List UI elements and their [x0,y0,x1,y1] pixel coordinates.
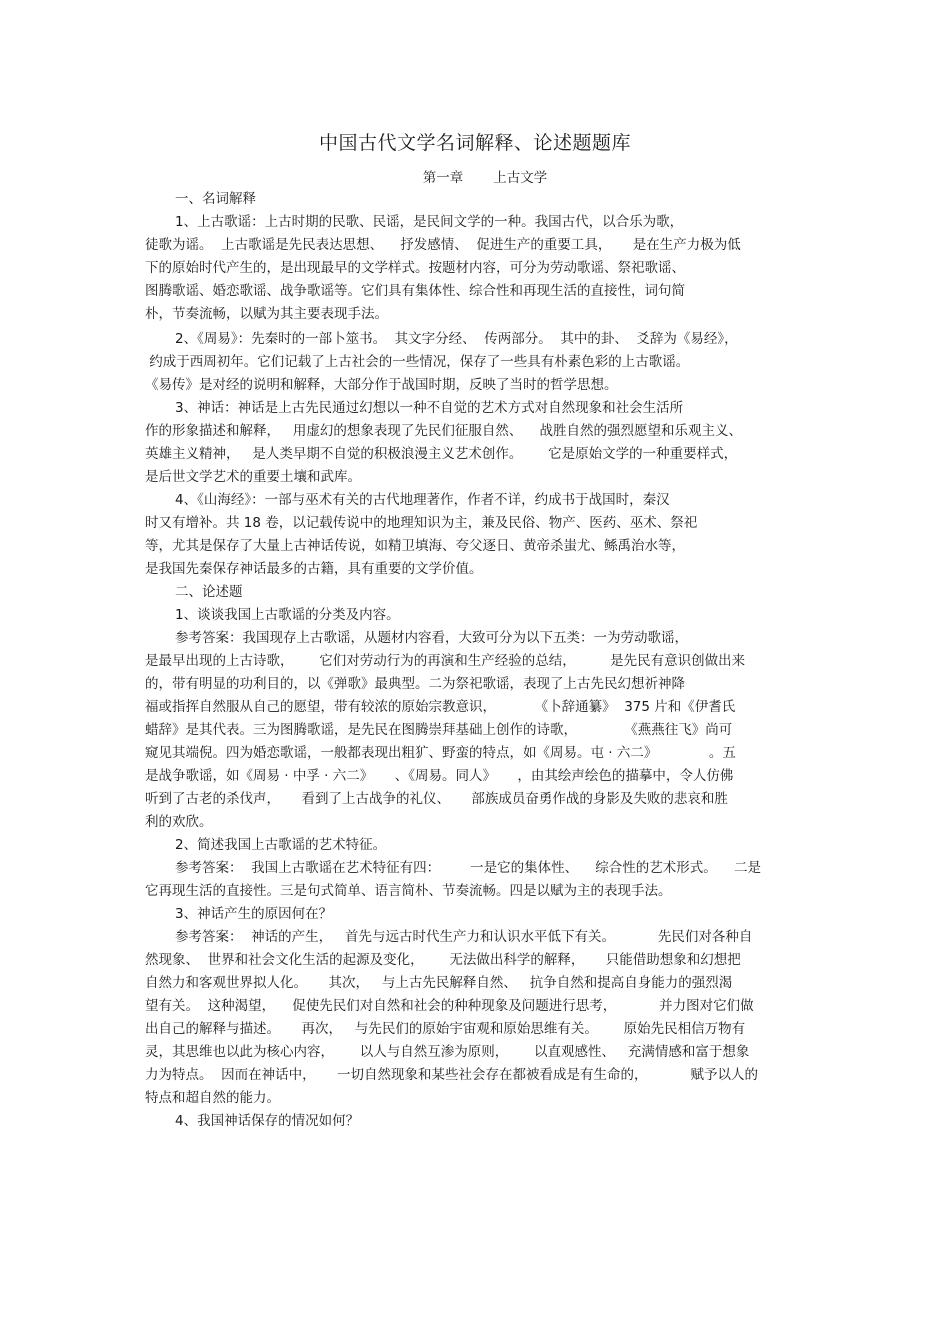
paragraph-line: 是后世文学艺术的重要土壤和武库。 [145,469,361,485]
paragraph-line: 力为特点。 因而在神话中， 一切自然现象和某些社会存在都被看成是有生命的， 赋予以人的 [145,1067,758,1083]
paragraph-line: 出自己的解释与描述。 再次， 与先民们的原始宇宙观和原始思维有关。 原始先民相信万物有 [145,1021,746,1037]
question-line: 1、谈谈我国上古歌谣的分类及内容。 [175,607,400,623]
paragraph-line: 的，带有明显的功利目的，以《弹歌》最典型。二为祭祀歌谣，表现了上古先民幻想祈神降 [145,676,685,692]
paragraph-line: 约成于西周初年。它们记载了上古社会的一些情况，保存了一些具有朴素色彩的上古歌谣。 [145,354,690,370]
question-line: 4、我国神话保存的情况如何？ [175,1113,360,1129]
paragraph-line: 徒歌为谣。 上古歌谣是先民表达思想、 抒发感情、 促进生产的重要工具， 是在生产力极为低 [145,237,741,253]
paragraph-line: 作的形象描述和解释， 用虚幻的想象表现了先民们征服自然、 战胜自然的强烈愿望和乐观主义、 [145,423,743,439]
section-heading-terms: 一、名词解释 [175,191,256,207]
paragraph-line: 然现象、 世界和社会文化生活的起源及变化， 无法做出科学的解释， 只能借助想象和幻想把 [145,952,741,968]
paragraph-line: 蜡辞》是其代表。三为图腾歌谣，是先民在图腾崇拜基础上创作的诗歌， 《燕燕往飞》尚可 [145,722,733,738]
paragraph-line: 是我国先秦保存神话最多的古籍，具有重要的文学价值。 [145,561,483,577]
paragraph-line: 是战争歌谣，如《周易 · 中孚 · 六二》 、《周易。同人》 ，由其绘声绘色的描摹中，令人仿佛 [145,768,734,784]
paragraph-line: 灵，其思维也以此为核心内容， 以人与自然互渗为原则， 以直观感性、 充满情感和富于想象 [145,1044,750,1060]
paragraph-line: 利的欢欣。 [145,814,213,830]
paragraph-line: 英雄主义精神， 是人类早期不自觉的积极浪漫主义艺术创作。 它是原始文学的一种重要样式， [145,446,738,462]
paragraph-line: 3、神话：神话是上古先民通过幻想以一种不自觉的艺术方式对自然现象和社会生活所 [175,400,684,416]
paragraph-line: 听到了古老的杀伐声， 看到了上古战争的礼仪、 部族成员奋勇作战的身影及失败的悲哀和胜 [145,791,728,807]
paragraph-line: 参考答案：我国现存上古歌谣，从题材内容看，大致可分为以下五类：一为劳动歌谣， [175,630,688,646]
paragraph-line: 参考答案： 我国上古歌谣在艺术特征有四： 一是它的集体性、 综合性的艺术形式。 二是 [175,860,761,876]
chapter-name: 上古文学 [493,170,548,186]
chapter-heading [0,166,950,186]
paragraph-line: 1、上古歌谣：上古时期的民歌、民谣，是民间文学的一种。我国古代，以合乐为歌， [175,214,684,230]
paragraph-line: 下的原始时代产生的，是出现最早的文学样式。按题材内容，可分为劳动歌谣、祭祀歌谣、 [145,260,685,276]
question-line: 3、神话产生的原因何在？ [175,906,333,922]
paragraph-line: 福或指挥自然服从自己的愿望，带有较浓的原始宗教意识， 《卜辞通纂》 375 片和《伊耆氏 [145,699,736,715]
section-heading-essays: 二、论述题 [175,584,243,600]
paragraph-line: 窥见其端倪。四为婚恋歌谣，一般都表现出粗犷、野蛮的特点，如《周易。屯 · 六二》 。五 [145,745,736,761]
document-title: 中国古代文学名词解释、论述题题库 [318,132,631,154]
paragraph-line: 是最早出现的上古诗歌， 它们对劳动行为的再演和生产经验的总结， 是先民有意识创做出来 [145,653,746,669]
paragraph-line: 等，尤其是保存了大量上古神话传说，如精卫填海、夸父逐日、黄帝杀蚩尤、鲧禹治水等， [145,538,685,554]
paragraph-line: 4、《山海经》：一部与巫术有关的古代地理著作，作者不详，约成书于战国时，秦汉 [175,492,670,508]
paragraph-line: 朴，节奏流畅，以赋为其主要表现手法。 [145,306,388,322]
paragraph-line: 《易传》是对经的说明和解释，大部分作于战国时期，反映了当时的哲学思想。 [145,377,618,393]
paragraph-line: 参考答案： 神话的产生， 首先与远古时代生产力和认识水平低下有关。 先民们对各种自 [175,929,753,945]
paragraph-line: 特点和超自然的能力。 [145,1090,280,1106]
question-line: 2、简述我国上古歌谣的艺术特征。 [175,837,387,853]
paragraph-line: 2、《周易》：先秦时的一部卜筮书。 其文字分经、 传两部分。 其中的卦、 爻辞为《易经》， [175,331,738,347]
paragraph-line: 图腾歌谣、婚恋歌谣、战争歌谣等。它们具有集体性、综合性和再现生活的直接性，词句简 [145,283,685,299]
paragraph-line: 时又有增补。共 18 卷，以记载传说中的地理知识为主，兼及民俗、物产、医药、巫术、祭祀 [145,515,698,531]
paragraph-line: 望有关。 这种渴望， 促使先民们对自然和社会的种种现象及问题进行思考， 并力图对它们做 [145,998,754,1014]
paragraph-line: 它再现生活的直接性。三是句式简单、语言简朴、节奏流畅。四是以赋为主的表现手法。 [145,883,672,899]
paragraph-line: 自然力和客观世界拟人化。 其次， 与上古先民解释自然、 抗争自然和提高自身能力的强烈渴 [145,975,733,991]
chapter-number: 第一章 [422,170,464,186]
